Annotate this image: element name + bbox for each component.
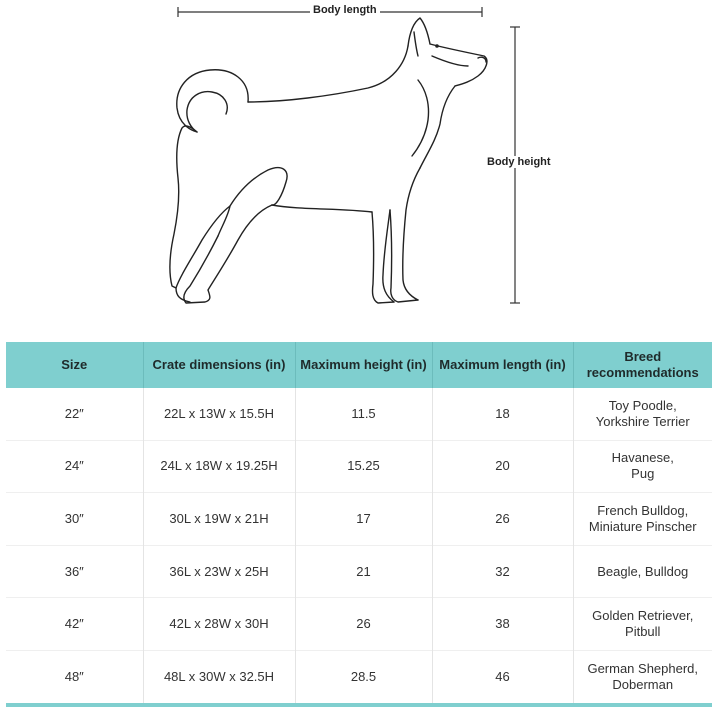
cell-max-height: 15.25	[295, 440, 432, 493]
breed-line: Toy Poodle,	[608, 397, 677, 413]
table-row	[6, 440, 712, 493]
breed-line: Yorkshire Terrier	[595, 413, 690, 429]
dog-size-diagram	[0, 0, 720, 320]
cell-max-height: 17	[295, 493, 432, 546]
table-body	[6, 388, 712, 703]
cell-dimensions: 36L x 23W x 25H	[143, 545, 295, 598]
size-chart-table-container	[6, 342, 712, 704]
breed-line: French Bulldog,	[597, 502, 689, 518]
table-header	[6, 342, 712, 388]
header-maximum-height: Maximum height (in)	[295, 342, 432, 388]
cell-breeds	[573, 598, 712, 651]
breed-line: German Shepherd,	[587, 660, 699, 676]
cell-max-height: 11.5	[295, 388, 432, 440]
header-maximum-length: Maximum length (in)	[432, 342, 573, 388]
header-size: Size	[6, 342, 143, 388]
header-row	[6, 342, 712, 388]
body-length-label: Body length	[310, 4, 380, 16]
breed-line: Havanese,	[611, 450, 674, 466]
cell-max-length: 32	[432, 545, 573, 598]
cell-max-height: 26	[295, 598, 432, 651]
cell-size: 48″	[64, 668, 84, 684]
table-row	[6, 545, 712, 598]
table-row	[6, 650, 712, 703]
body-height-label: Body height	[484, 156, 554, 168]
cell-dimensions: 48L x 30W x 32.5H	[143, 650, 295, 703]
cell-max-height: 21	[295, 545, 432, 598]
cell-dimensions: 30L x 19W x 21H	[143, 493, 295, 546]
cell-dimensions: 22L x 13W x 15.5H	[143, 388, 295, 440]
cell-size: 24″	[64, 458, 84, 474]
cell-max-length: 26	[432, 493, 573, 546]
dog-outline-icon	[170, 18, 487, 303]
cell-size: 30″	[64, 510, 84, 526]
breed-line: Beagle, Bulldog	[597, 563, 689, 579]
cell-size: 42″	[64, 616, 84, 632]
table-row	[6, 493, 712, 546]
cell-breeds	[573, 650, 712, 703]
breed-line: Miniature Pinscher	[588, 518, 697, 534]
table-row	[6, 598, 712, 651]
cell-breeds	[573, 440, 712, 493]
table-row	[6, 388, 712, 440]
cell-max-length: 38	[432, 598, 573, 651]
header-crate-dimensions: Crate dimensions (in)	[143, 342, 295, 388]
cell-size: 22″	[64, 405, 84, 421]
breed-line: Pug	[631, 466, 655, 482]
bottom-accent-bar	[6, 703, 712, 707]
cell-breeds	[573, 545, 712, 598]
cell-max-height: 28.5	[295, 650, 432, 703]
cell-size: 36″	[64, 563, 84, 579]
breed-line: Golden Retriever,	[592, 608, 694, 624]
cell-dimensions: 24L x 18W x 19.25H	[143, 440, 295, 493]
cell-max-length: 46	[432, 650, 573, 703]
cell-breeds	[573, 493, 712, 546]
size-chart-table	[6, 342, 712, 704]
dog-diagram-svg	[0, 0, 720, 320]
cell-max-length: 20	[432, 440, 573, 493]
cell-dimensions: 42L x 28W x 30H	[143, 598, 295, 651]
breed-line: Pitbull	[625, 624, 661, 640]
header-breed-recommendations: Breed recommendations	[573, 342, 712, 388]
cell-breeds	[573, 388, 712, 440]
cell-max-length: 18	[432, 388, 573, 440]
breed-line: Doberman	[612, 676, 674, 692]
